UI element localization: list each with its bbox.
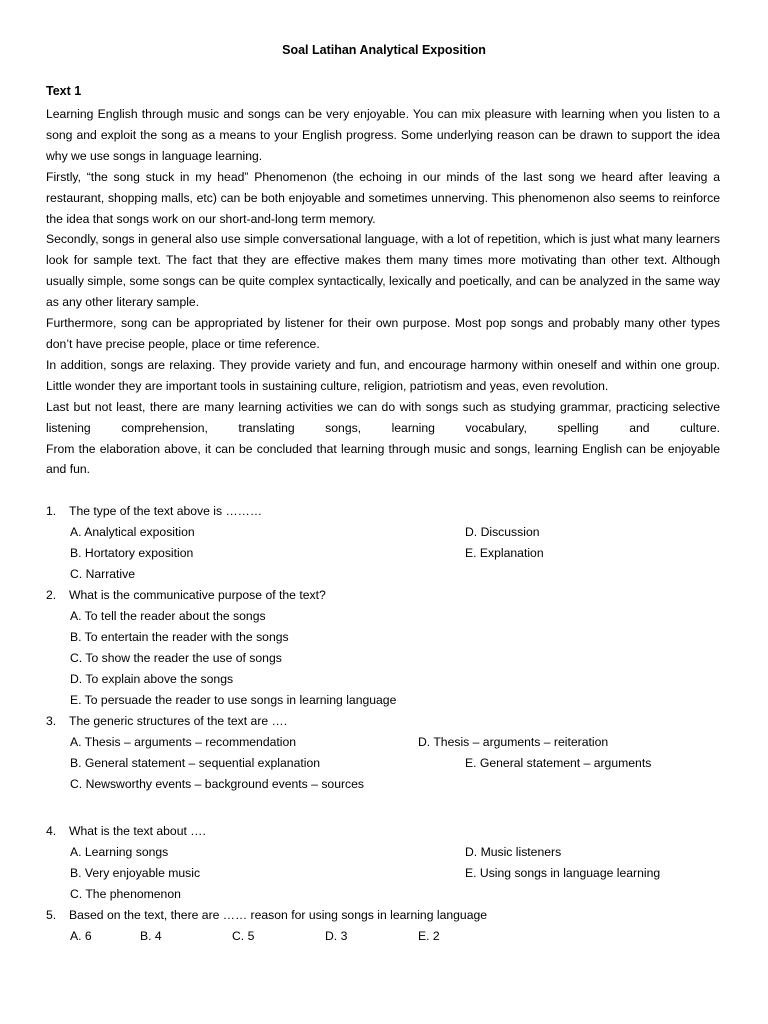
option: D. Discussion [465, 525, 540, 539]
option: E. 2 [418, 929, 440, 943]
paragraph: Firstly, “the song stuck in my head” Phenomenon (the echoing in our minds of the last song we heard after leaving a restaurant, shopping malls, etc) can be both enjoyable and sometimes unnerving. This phenomenon also seems to reinforce the idea that songs work on our short-and-long term memory. [46, 169, 720, 226]
option: C. 5 [232, 929, 255, 943]
question-text: What is the text about …. [69, 824, 206, 838]
option: D. Thesis – arguments – reiteration [418, 735, 609, 749]
page-title: Soal Latihan Analytical Exposition [282, 43, 486, 57]
paragraph: Secondly, songs in general also use simple conversational language, with a lot of repetition, which is just what many learners look for sample text. The fact that they are effective makes them many times more motivating than other text. Although usually simple, some songs can be quite complex syntactically, lexically and poetically, and can be analyzed in the same way as any other literary sample. [46, 232, 720, 310]
paragraph: Furthermore, song can be appropriated by listener for their own purpose. Most pop songs and probably many other types don’t have precise people, place or time reference. [46, 316, 720, 351]
option: B. General statement – sequential explanation [70, 756, 321, 770]
option: E. To persuade the reader to use songs in learning language [70, 693, 397, 707]
question-1 [46, 504, 262, 518]
paragraph: Learning English through music and songs can be very enjoyable. You can mix pleasure with learning when you listen to a song and exploit the song as a means to your English progress. Some underlying reason can be drawn to support the idea why we use songs in language learning. [46, 107, 720, 163]
question-number: 4. [46, 824, 57, 838]
option: C. Narrative [70, 567, 136, 581]
question-4 [46, 824, 206, 838]
option: A. Learning songs [70, 845, 169, 859]
question-text: What is the communicative purpose of the text? [69, 588, 326, 602]
option: B. Very enjoyable music [70, 866, 201, 880]
paragraph: Last but not least, there are many learning activities we can do with songs such as studying grammar, practicing selective listening comprehension, translating songs, learning vocabulary, spelling and culture. [46, 399, 720, 435]
option: C. The phenomenon [70, 887, 181, 901]
text-heading: Text 1 [46, 84, 82, 98]
option: B. 4 [140, 929, 162, 943]
option: A. 6 [70, 929, 92, 943]
option: E. Using songs in language learning [465, 866, 661, 880]
question-5 [46, 908, 487, 922]
option: C. Newsworthy events – background events – sources [70, 777, 364, 791]
question-2 [46, 588, 326, 602]
question-text: The type of the text above is ……… [69, 504, 263, 518]
option: D. 3 [325, 929, 348, 943]
question-3 [46, 714, 287, 728]
option: A. Analytical exposition [70, 525, 195, 539]
option: B. Hortatory exposition [70, 546, 194, 560]
reading-text [46, 104, 720, 480]
option: C. To show the reader the use of songs [70, 651, 282, 665]
option: D. To explain above the songs [70, 672, 234, 686]
option: E. Explanation [465, 546, 544, 560]
option: A. To tell the reader about the songs [70, 609, 266, 623]
option: D. Music listeners [465, 845, 562, 859]
question-number: 3. [46, 714, 57, 728]
question-number: 1. [46, 504, 57, 518]
question-number: 2. [46, 588, 57, 602]
option: A. Thesis – arguments – recommendation [70, 735, 297, 749]
option: B. To entertain the reader with the songs [70, 630, 289, 644]
option: E. General statement – arguments [465, 756, 652, 770]
question-text: The generic structures of the text are …. [69, 714, 288, 728]
paragraph: In addition, songs are relaxing. They provide variety and fun, and encourage harmony within oneself and within one group. Little wonder they are important tools in sustaining culture, religion, patriotism and yeas, even revolution. [46, 357, 720, 393]
question-number: 5. [46, 908, 57, 922]
question-text: Based on the text, there are …… reason for using songs in learning language [69, 908, 488, 922]
paragraph: From the elaboration above, it can be concluded that learning through music and songs, learning English can be enjoyable and fun. [46, 441, 720, 477]
